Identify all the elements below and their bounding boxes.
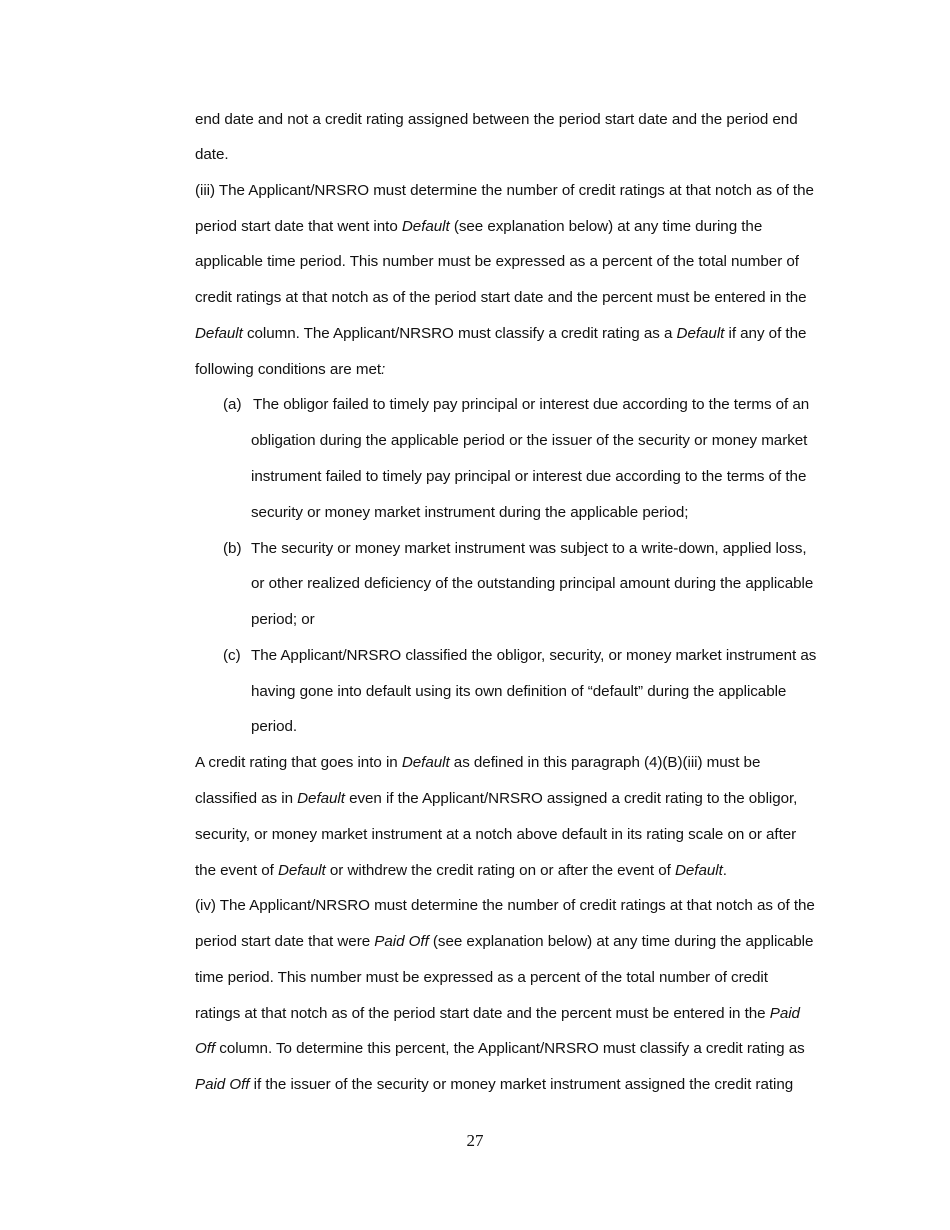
page-number: 27 xyxy=(466,1131,484,1150)
term-default: Default xyxy=(277,862,326,879)
term-default: Default xyxy=(674,862,723,879)
paragraph-default-line: classified as in Default even if the Applicant/NRSRO assigned a credit rating to the obligor, xyxy=(195,790,798,807)
paragraph-default-line: the event of Default or withdrew the credit rating on or after the event of Default. xyxy=(195,862,727,879)
term-paid-off: Paid Off xyxy=(195,1076,250,1093)
paragraph-iii-line: credit ratings at that notch as of the period start date and the percent must be entered in the xyxy=(195,289,807,306)
paragraph-default-line: security, or money market instrument at a notch above default in its rating scale on or after xyxy=(195,826,797,843)
list-item-c-line: The Applicant/NRSRO classified the obligor, security, or money market instrument as xyxy=(251,647,817,664)
list-marker-c: (c) xyxy=(223,647,241,664)
paragraph-iv-line: Paid Off if the issuer of the security or money market instrument assigned the credit rating xyxy=(195,1076,794,1093)
term-paid-off: Paid Off xyxy=(374,933,429,950)
paragraph-iii-line: following conditions are met: xyxy=(195,361,386,378)
paragraph-iv-line: (iv) The Applicant/NRSRO must determine the number of credit ratings at that notch as of the xyxy=(195,897,815,914)
text-line: end date and not a credit rating assigned between the period start date and the period end xyxy=(195,111,798,128)
term-default: Default xyxy=(195,325,243,342)
list-item-a-line: security or money market instrument during the applicable period; xyxy=(251,504,689,521)
paragraph-iii-line: period start date that went into Default (see explanation below) at any time during the xyxy=(195,218,763,235)
paragraph-iii-line: applicable time period. This number must be expressed as a percent of the total number of xyxy=(195,253,799,270)
term-default: Default xyxy=(676,325,725,342)
list-item-b-line: period; or xyxy=(251,611,315,628)
list-marker-a: (a) xyxy=(223,396,242,413)
list-item-c-line: period. xyxy=(251,718,298,735)
list-item-a-line: obligation during the applicable period or the issuer of the security or money market xyxy=(251,432,808,449)
list-item-c-line: having gone into default using its own definition of “default” during the applicable xyxy=(251,683,787,700)
list-item-b-line: or other realized deficiency of the outstanding principal amount during the applicable xyxy=(251,575,814,592)
list-marker-b: (b) xyxy=(223,540,242,557)
list-item-b-line: The security or money market instrument was subject to a write-down, applied loss, xyxy=(251,540,807,557)
term-default: Default xyxy=(297,790,345,807)
term-paid-off: Paid xyxy=(769,1005,800,1022)
term-default: Default xyxy=(401,754,450,771)
paragraph-default-line: A credit rating that goes into in Default as defined in this paragraph (4)(B)(iii) must be xyxy=(195,754,761,771)
term-paid-off: Off xyxy=(195,1040,216,1057)
paragraph-iii-line: Default column. The Applicant/NRSRO must classify a credit rating as a Default if any of the xyxy=(195,325,807,342)
list-item-a-line: instrument failed to timely pay principal or interest due according to the terms of the xyxy=(251,468,807,485)
paragraph-iii-line: (iii) The Applicant/NRSRO must determine the number of credit ratings at that notch as of the xyxy=(195,182,814,199)
paragraph-iv-line: Off column. To determine this percent, the Applicant/NRSRO must classify a credit rating as xyxy=(195,1040,805,1057)
paragraph-iv-line: period start date that were Paid Off (see explanation below) at any time during the applicable xyxy=(195,933,814,950)
term-default: Default xyxy=(401,218,450,235)
paragraph-iv-line: time period. This number must be expressed as a percent of the total number of credit xyxy=(195,969,768,986)
text-line: date. xyxy=(195,146,229,163)
paragraph-iv-line: ratings at that notch as of the period start date and the percent must be entered in the Paid xyxy=(195,1005,800,1022)
list-item-a-line: The obligor failed to timely pay principal or interest due according to the terms of an xyxy=(253,396,810,413)
